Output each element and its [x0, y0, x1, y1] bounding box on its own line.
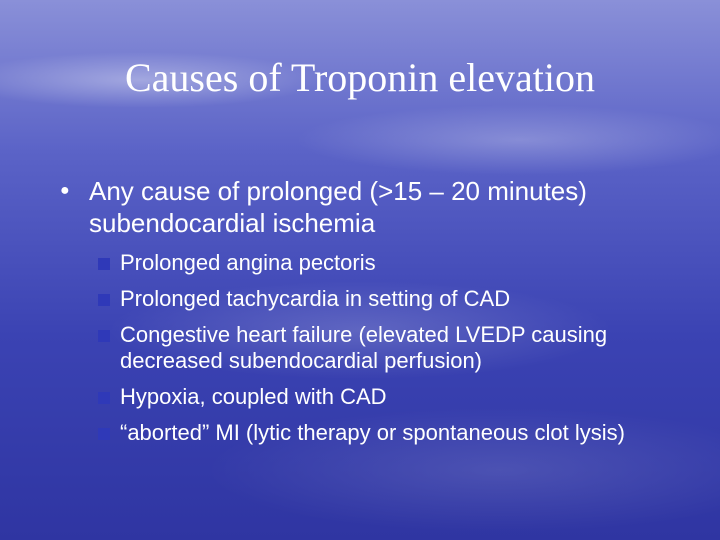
main-bullet [60, 175, 680, 239]
sub-bullet-item [98, 420, 658, 446]
sub-bullet-item [98, 384, 658, 410]
square-bullet-icon [98, 258, 110, 270]
square-bullet-icon [98, 392, 110, 404]
sub-bullet-text: Prolonged tachycardia in setting of CAD [120, 286, 511, 311]
sub-bullet-list [98, 250, 658, 456]
bullet-dot-icon: ● [60, 182, 70, 199]
square-bullet-icon [98, 294, 110, 306]
sub-bullet-text: Congestive heart failure (elevated LVEDP causing decreased subendocardial perfusion) [120, 322, 608, 373]
sub-bullet-item [98, 286, 658, 312]
sub-bullet-item [98, 250, 658, 276]
sub-bullet-text: “aborted” MI (lytic therapy or spontaneous clot lysis) [120, 420, 625, 445]
slide-title: Causes of Troponin elevation [125, 55, 595, 100]
square-bullet-icon [98, 428, 110, 440]
sub-bullet-item [98, 322, 658, 374]
main-bullet-text: Any cause of prolonged (>15 – 20 minutes) subendocardial ischemia [89, 176, 587, 238]
sub-bullet-text: Prolonged angina pectoris [120, 250, 376, 275]
sub-bullet-text: Hypoxia, coupled with CAD [120, 384, 387, 409]
square-bullet-icon [98, 330, 110, 342]
